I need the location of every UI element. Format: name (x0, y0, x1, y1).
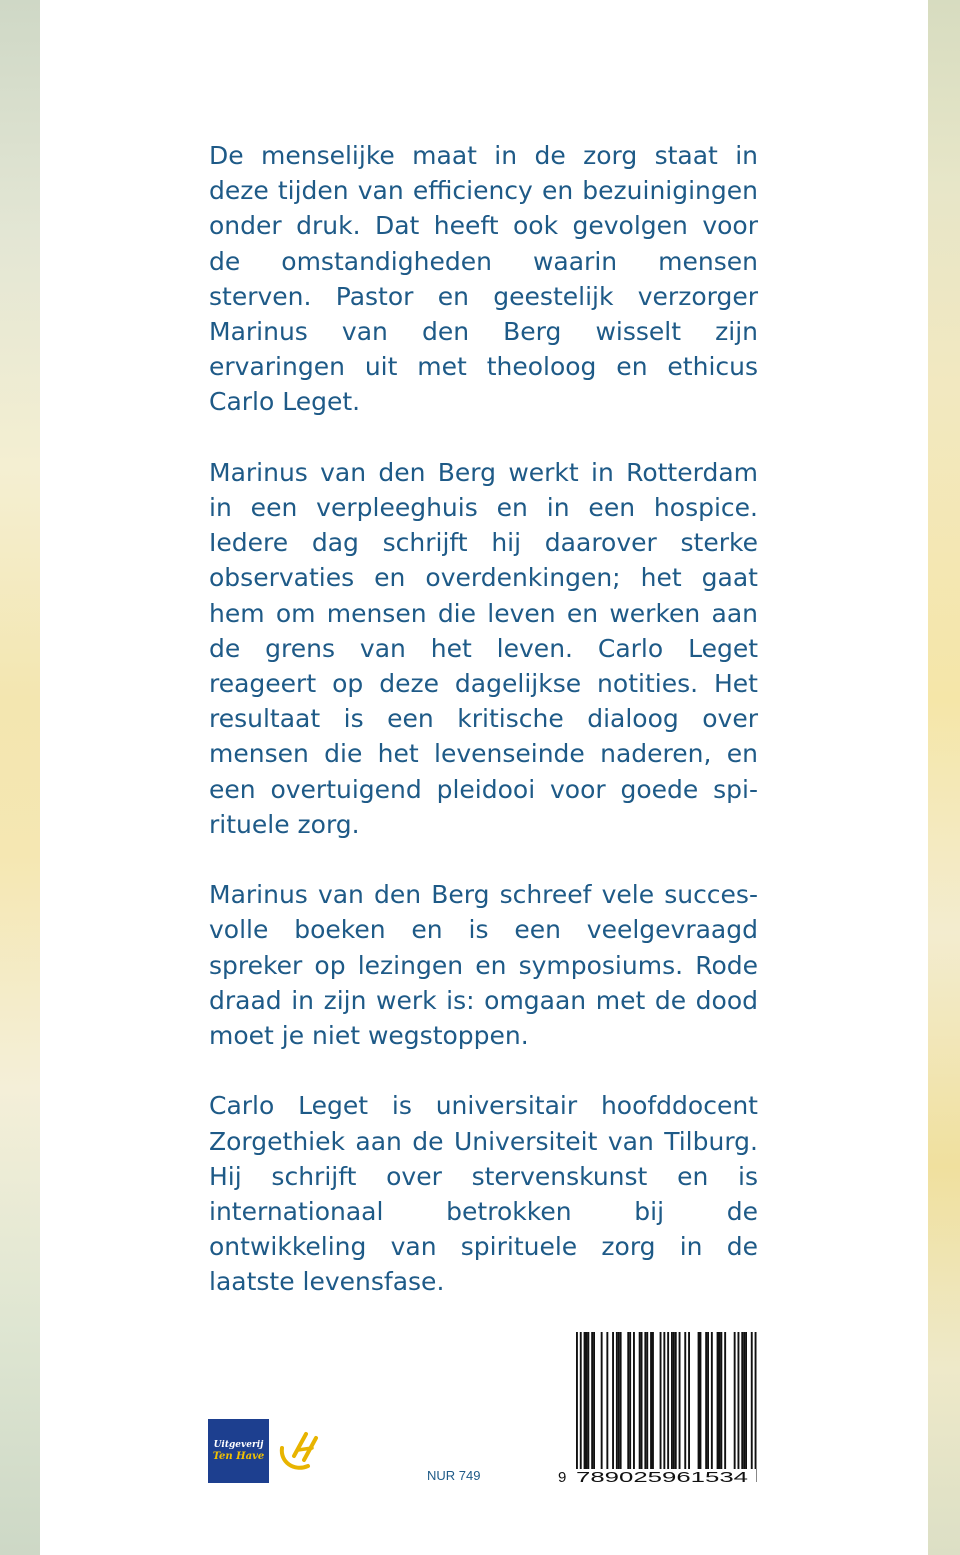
barcode-bar (720, 1332, 722, 1469)
barcode-bar (738, 1332, 740, 1469)
barcode-bar (675, 1332, 677, 1469)
barcode-bar (641, 1332, 643, 1469)
barcode-bar (684, 1332, 686, 1469)
barcode-bar (705, 1332, 707, 1469)
barcode-bar (629, 1332, 631, 1469)
barcode-bar (700, 1332, 702, 1469)
barcode-bar (671, 1332, 673, 1469)
barcode-bar (576, 1332, 578, 1482)
barcode-leading-digit: 9 (558, 1469, 567, 1486)
barcode-bar (751, 1332, 753, 1482)
barcode-bar (593, 1332, 595, 1469)
barcode-bar (639, 1332, 641, 1469)
barcode-bar (755, 1332, 757, 1482)
barcode-bar (586, 1332, 588, 1469)
barcode-bar (591, 1332, 593, 1469)
barcode-bar (717, 1332, 719, 1469)
left-border-gradient (0, 0, 40, 1555)
blurb-paragraph-1: De menselijke maat in de zorg staat in deze tijden van efficiency en bezuinigingen onder druk. Dat heeft ook gevolgen voor de omstandigheden waarin mensen sterven. Pastor en geestelijk verzorger Marinus van den Berg wisselt zijn ervaringen uit met theoloog en ethicus Carlo Leget. (209, 141, 758, 417)
barcode-bar (711, 1332, 713, 1469)
blurb-paragraph-4: Carlo Leget is universitair hoofddocent Zorgethiek aan de Universiteit van Tilburg. Hij schrijft over stervenskunst en is internationaal betrokken bij de ontwikkeling van spirituele zorg in de laatste levensfase. (209, 1091, 758, 1297)
barcode-bar (688, 1332, 690, 1469)
right-border-gradient (928, 0, 960, 1555)
barcode-bar (719, 1332, 721, 1469)
barcode-bar (601, 1332, 603, 1469)
barcode-bar (707, 1332, 709, 1469)
blurb-text (209, 138, 758, 1300)
nur-code: NUR 749 (427, 1468, 481, 1483)
barcode-bar (612, 1332, 614, 1469)
barcode-bar (620, 1332, 622, 1469)
barcode-bar (741, 1332, 743, 1469)
barcode-bar (734, 1332, 736, 1469)
blurb-paragraph-2: Marinus van den Berg werkt in Rotterdam in een verpleeghuis en in een hospice. Iedere dag schrijft hij daarover sterke observaties en overdenkingen; het gaat hem om mensen die leven en werken aan de grens van het leven. Carlo Leget reageert op deze dagelijkse notities. Het resultaat is een kritische dialoog over mensen die het levenseinde naderen, en een overtuigend pleidooi voor goede spirituele zorg. (209, 457, 758, 839)
barcode-bar (627, 1332, 629, 1469)
barcode-bar (667, 1332, 669, 1482)
barcode-bar (587, 1332, 589, 1469)
publisher-logo-line2: Ten Have (212, 1450, 265, 1462)
barcode-bar (663, 1332, 665, 1482)
barcode-bar (646, 1332, 648, 1469)
publisher-logo-line1: Uitgeverij (213, 1439, 264, 1450)
barcode-bar (745, 1332, 747, 1469)
barcode-bar (618, 1332, 620, 1469)
blurb-paragraph-3: Marinus van den Berg schreef vele succesvolle boeken en is een veelgevraagd spreker op lezingen en symposiums. Rode draad in zijn werk is: omgaan met de dood moet je niet wegstoppen. (209, 880, 758, 1051)
barcode-bar (698, 1332, 700, 1469)
barcode-bar (743, 1332, 745, 1469)
barcode-digits: 789025961534 (576, 1469, 748, 1486)
barcode (556, 1332, 762, 1487)
barcode-bar (650, 1332, 652, 1469)
barcode-bar (606, 1332, 608, 1469)
barcode-bar (616, 1332, 618, 1469)
barcode-bar (644, 1332, 646, 1469)
publisher-logo-mark-icon (276, 1426, 326, 1474)
barcode-bar (724, 1332, 726, 1469)
barcode-bars (576, 1332, 757, 1482)
barcode-bar (679, 1332, 681, 1469)
publisher-logo (208, 1419, 269, 1483)
barcode-bar (673, 1332, 675, 1469)
barcode-bar (633, 1332, 635, 1469)
barcode-bar (660, 1332, 662, 1469)
barcode-bar (652, 1332, 654, 1469)
barcode-bar (584, 1332, 586, 1469)
barcode-bar (580, 1332, 582, 1482)
